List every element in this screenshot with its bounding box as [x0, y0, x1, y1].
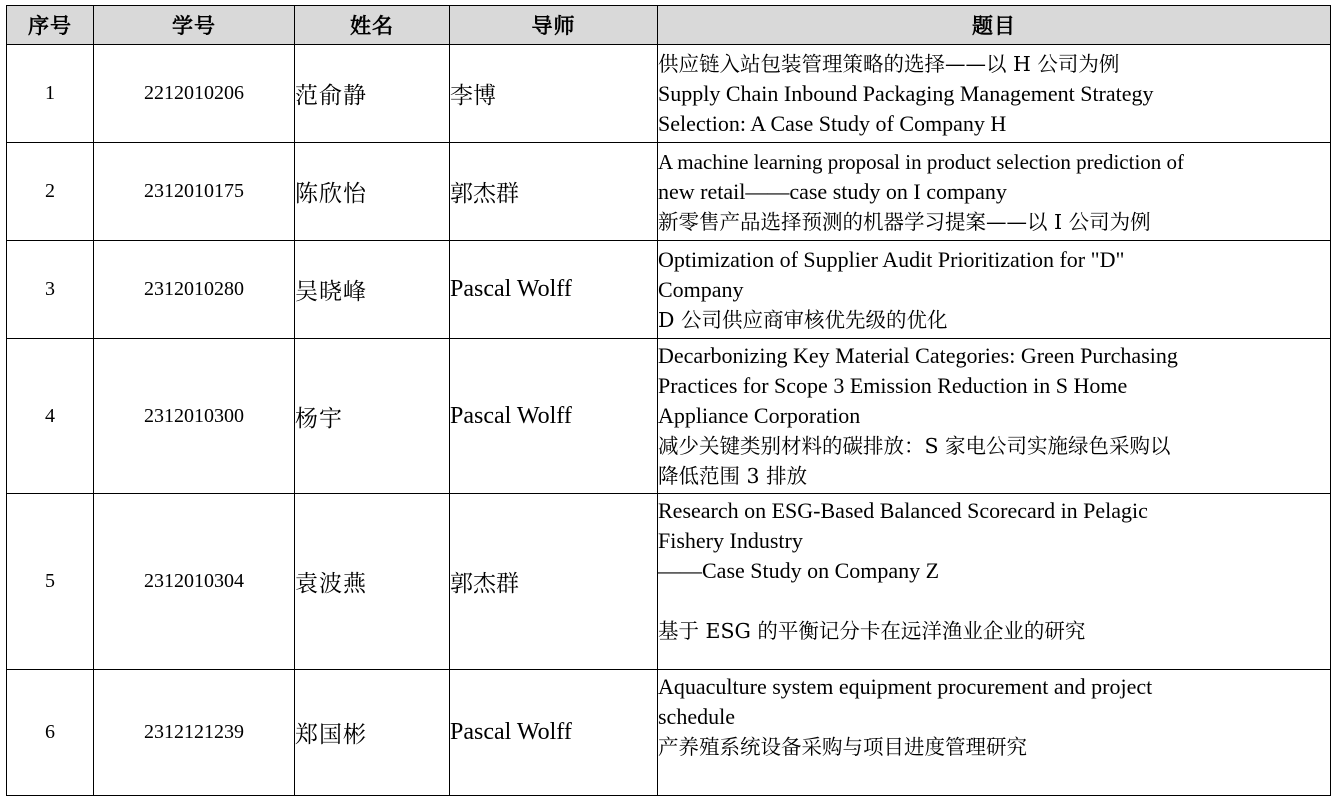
table-row — [7, 670, 1331, 796]
row-student-name: 杨宇 — [295, 339, 450, 494]
table-row — [7, 494, 1331, 670]
row-student-id: 2312121239 — [94, 670, 295, 796]
topic-line: 新零售产品选择预测的机器学习提案——以 I 公司为例 — [658, 209, 1151, 234]
row-student-name: 袁波燕 — [295, 494, 450, 670]
row-index: 3 — [7, 241, 94, 339]
topic-line: 基于 ESG 的平衡记分卡在远洋渔业企业的研究 — [658, 619, 1086, 643]
header-supervisor: 导师 — [450, 6, 658, 45]
topic-line: Optimization of Supplier Audit Prioritization for "D" — [658, 246, 1125, 272]
table-row — [7, 339, 1331, 494]
row-supervisor — [450, 670, 658, 796]
topic-line: 供应链入站包装管理策略的选择——以 H 公司为例 — [658, 51, 1120, 76]
row-student-id: 2212010206 — [94, 45, 295, 143]
topic-line: schedule — [658, 704, 735, 729]
row-topic — [658, 339, 1331, 494]
topic-line: 产养殖系统设备采购与项目进度管理研究 — [658, 735, 1027, 759]
row-topic — [658, 494, 1331, 670]
row-index: 5 — [7, 494, 94, 670]
supervisor-name: Pascal Wolff — [450, 276, 572, 302]
row-supervisor — [450, 339, 658, 494]
row-index: 4 — [7, 339, 94, 494]
row-topic — [658, 45, 1331, 143]
row-index: 2 — [7, 143, 94, 241]
topic-line: Practices for Scope 3 Emission Reduction in S Home — [658, 373, 1128, 398]
table-row — [7, 241, 1331, 339]
row-supervisor — [450, 241, 658, 339]
row-supervisor: 郭杰群 — [450, 494, 658, 670]
topic-line: Decarbonizing Key Material Categories: Green Purchasing — [658, 343, 1178, 368]
row-index: 6 — [7, 670, 94, 796]
header-name: 姓名 — [295, 6, 450, 45]
topic-line: 降低范围 3 排放 — [658, 464, 808, 488]
row-supervisor: 李博 — [450, 45, 658, 143]
row-student-name: 郑国彬 — [295, 670, 450, 796]
topic-line: Appliance Corporation — [658, 403, 861, 428]
row-student-id: 2312010175 — [94, 143, 295, 241]
topic-line: ——Case Study on Company Z — [658, 558, 940, 583]
topic-line: Fishery Industry — [658, 528, 803, 553]
topic-line: Supply Chain Inbound Packaging Management Strategy — [658, 80, 1154, 106]
header-index: 序号 — [7, 6, 94, 45]
topic-line: Selection: A Case Study of Company H — [658, 110, 1007, 136]
row-student-name: 吴晓峰 — [295, 241, 450, 339]
header-student-id: 学号 — [94, 6, 295, 45]
topic-line — [658, 586, 1330, 616]
row-student-name: 范俞静 — [295, 45, 450, 143]
row-topic — [658, 241, 1331, 339]
header-topic: 题目 — [658, 6, 1331, 45]
table-row — [7, 143, 1331, 241]
header-row — [7, 6, 1331, 45]
topic-line: new retail——case study on I company — [658, 178, 1007, 204]
row-topic — [658, 143, 1331, 241]
topic-line: Research on ESG-Based Balanced Scorecard in Pelagic — [658, 498, 1148, 523]
topic-line: Company — [658, 276, 744, 302]
row-topic — [658, 670, 1331, 796]
thesis-topic-table — [6, 5, 1331, 796]
row-student-id: 2312010304 — [94, 494, 295, 670]
supervisor-name: Pascal Wolff — [450, 719, 572, 745]
topic-line: A machine learning proposal in product selection prediction of — [658, 149, 1185, 174]
topic-line: D 公司供应商审核优先级的优化 — [658, 307, 948, 332]
topic-line: 减少关键类别材料的碳排放：S 家电公司实施绿色采购以 — [658, 434, 1171, 458]
topic-line: Aquaculture system equipment procurement and project — [658, 674, 1153, 699]
row-student-name: 陈欣怡 — [295, 143, 450, 241]
table-row — [7, 45, 1331, 143]
supervisor-name: Pascal Wolff — [450, 402, 572, 429]
row-index: 1 — [7, 45, 94, 143]
row-student-id: 2312010300 — [94, 339, 295, 494]
row-student-id: 2312010280 — [94, 241, 295, 339]
row-supervisor: 郭杰群 — [450, 143, 658, 241]
